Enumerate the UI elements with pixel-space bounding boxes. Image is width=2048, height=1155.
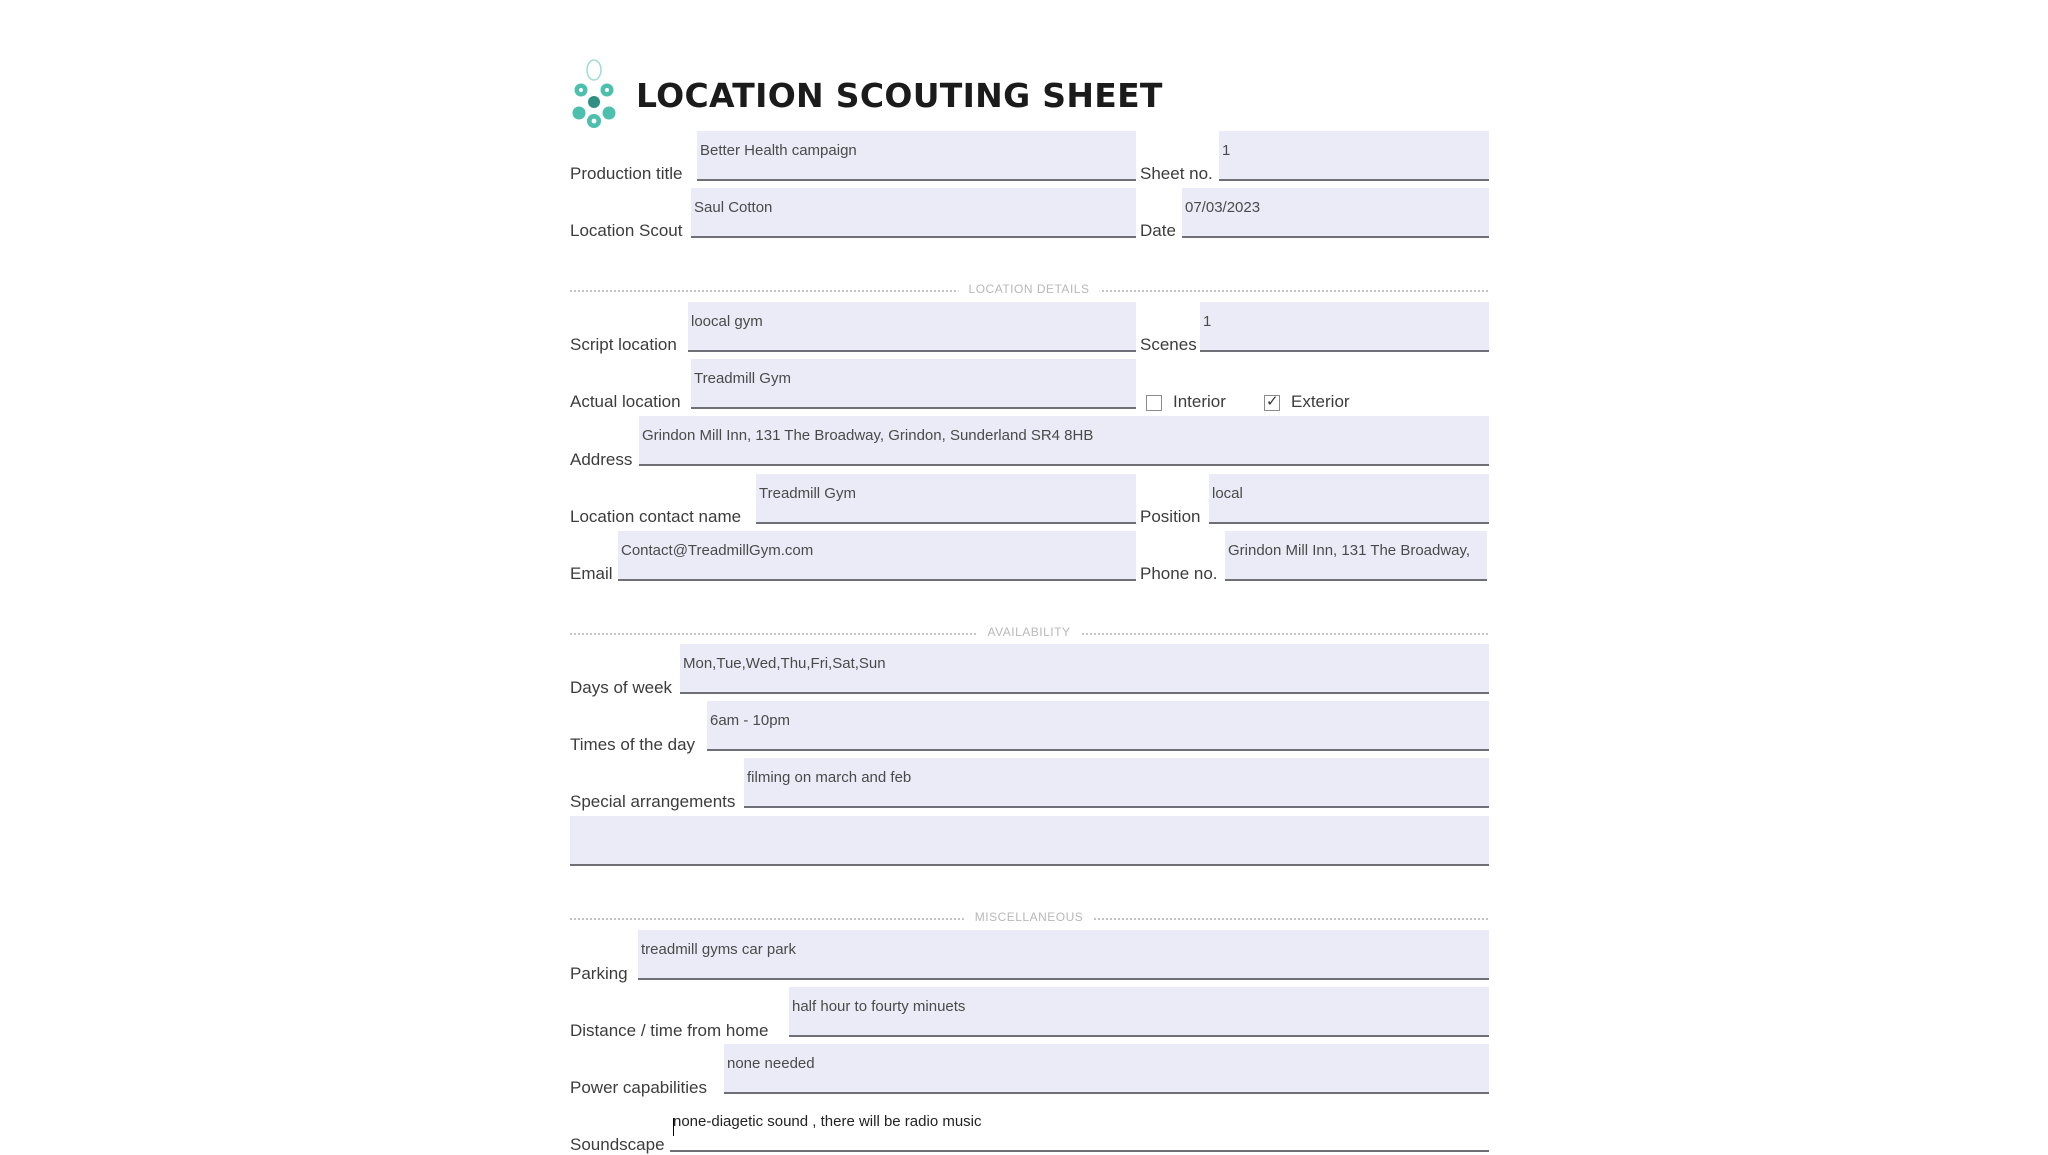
sheet-no-field: [1219, 131, 1489, 181]
days-of-week-field: [680, 644, 1489, 694]
distance-time-input[interactable]: [792, 998, 1484, 1015]
availability-heading: AVAILABILITY: [978, 625, 1081, 639]
date-label: Date: [1140, 221, 1176, 240]
exterior-check-mark: ✓: [1266, 393, 1279, 410]
power-capabilities-label: Power capabilities: [570, 1078, 708, 1097]
interior-checkbox[interactable]: [1146, 395, 1162, 411]
script-location-input[interactable]: [691, 313, 1131, 330]
address-label: Address: [570, 450, 633, 469]
soundscape-label: Soundscape: [570, 1135, 665, 1154]
soundscape-field: [670, 1102, 1489, 1152]
scenes-input[interactable]: [1203, 313, 1484, 330]
soundscape-input[interactable]: [673, 1113, 1484, 1130]
location-scout-field: [691, 188, 1136, 238]
teal-flower-logo-icon: [568, 58, 620, 130]
production-title-label: Production title: [570, 164, 683, 183]
days-of-week-input[interactable]: [683, 655, 1484, 672]
special-arrangements-label: Special arrangements: [570, 792, 736, 811]
availability-divider: [570, 623, 1488, 643]
location-details-divider: [570, 280, 1488, 300]
page-title: LOCATION SCOUTING SHEET: [636, 76, 1163, 115]
position-input[interactable]: [1212, 485, 1484, 502]
actual-location-field: [691, 359, 1136, 409]
email-field: [618, 531, 1136, 581]
production-title-field: [697, 131, 1136, 181]
location-contact-name-label: Location contact name: [570, 507, 742, 526]
position-field: [1209, 474, 1489, 524]
sheet-no-label: Sheet no.: [1140, 164, 1213, 183]
location-contact-name-input[interactable]: [759, 485, 1131, 502]
special-arrangements-input[interactable]: [747, 769, 1484, 786]
phone-no-input[interactable]: [1228, 542, 1482, 559]
actual-location-input[interactable]: [694, 370, 1131, 387]
phone-no-label: Phone no.: [1140, 564, 1218, 583]
actual-location-label: Actual location: [570, 392, 681, 411]
script-location-label: Script location: [570, 335, 677, 354]
parking-field: [638, 930, 1489, 980]
script-location-field: [688, 302, 1136, 352]
scenes-label: Scenes: [1140, 335, 1197, 354]
scenes-field: [1200, 302, 1489, 352]
location-details-heading: LOCATION DETAILS: [959, 282, 1100, 296]
exterior-label: Exterior: [1291, 392, 1350, 411]
power-capabilities-field: [724, 1044, 1489, 1094]
distance-time-field: [789, 987, 1489, 1037]
special-arrangements-field: [744, 758, 1489, 808]
parking-label: Parking: [570, 964, 628, 983]
location-contact-name-field: [756, 474, 1136, 524]
sheet-no-input[interactable]: [1222, 142, 1484, 159]
address-field: [639, 416, 1489, 466]
special-arrangements-continuation-field: [570, 816, 1489, 866]
exterior-checkbox[interactable]: [1264, 395, 1280, 411]
days-of-week-label: Days of week: [570, 678, 673, 697]
times-of-day-label: Times of the day: [570, 735, 696, 754]
text-cursor: [673, 1118, 674, 1136]
position-label: Position: [1140, 507, 1201, 526]
date-field: [1182, 188, 1489, 238]
parking-input[interactable]: [641, 941, 1484, 958]
date-input[interactable]: [1185, 199, 1484, 216]
times-of-day-field: [707, 701, 1489, 751]
location-scout-input[interactable]: [694, 199, 1131, 216]
times-of-day-input[interactable]: [710, 712, 1484, 729]
address-input[interactable]: [642, 427, 1484, 444]
miscellaneous-divider: [570, 908, 1488, 928]
special-arrangements-continuation-input[interactable]: [573, 827, 1484, 844]
email-input[interactable]: [621, 542, 1131, 559]
interior-label: Interior: [1173, 392, 1226, 411]
miscellaneous-heading: MISCELLANEOUS: [965, 910, 1094, 924]
distance-time-label: Distance / time from home: [570, 1021, 769, 1040]
power-capabilities-input[interactable]: [727, 1055, 1484, 1072]
production-title-input[interactable]: [700, 142, 1131, 159]
location-scout-label: Location Scout: [570, 221, 683, 240]
phone-no-field: [1225, 531, 1487, 581]
email-label: Email: [570, 564, 613, 583]
